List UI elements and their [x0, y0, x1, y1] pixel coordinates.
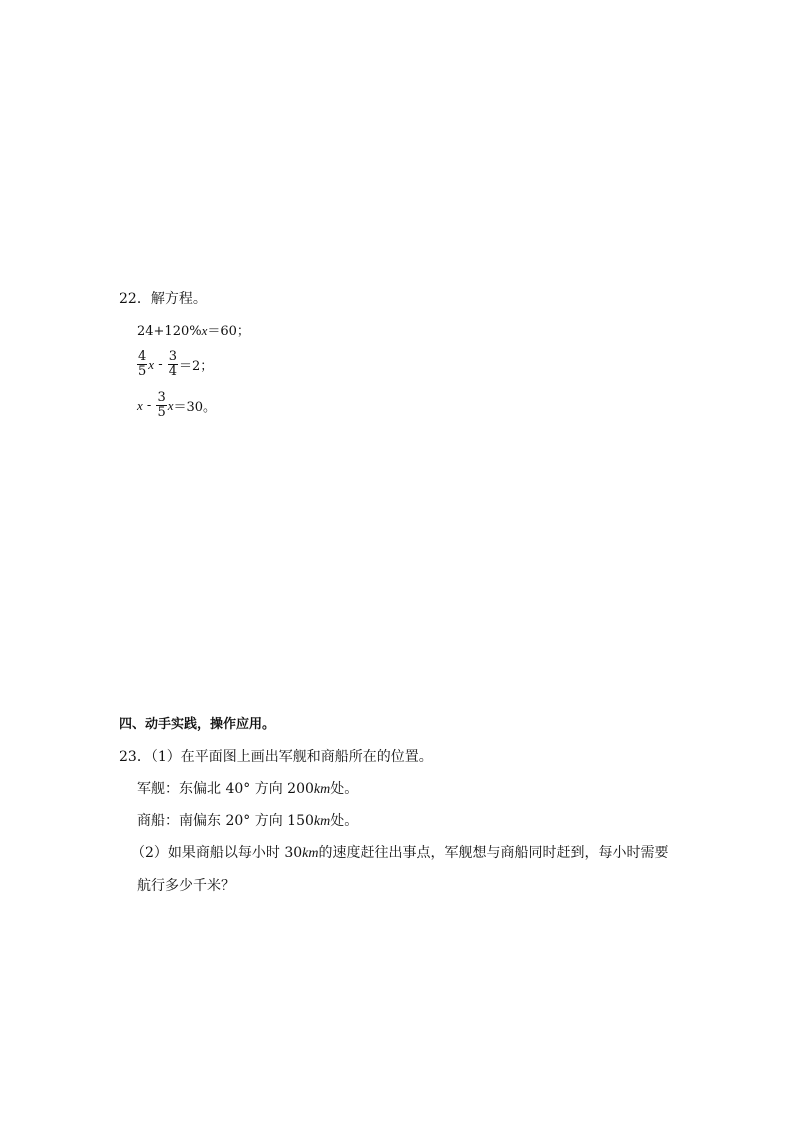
question-number: 23． — [119, 749, 151, 765]
question-23-part2-line2: 航行多少千米？ — [137, 878, 235, 894]
equation-text: 24+120% — [137, 324, 202, 339]
fraction — [156, 391, 166, 420]
fraction-numerator: 3 — [168, 349, 178, 364]
minus-sign: - — [154, 357, 167, 372]
merchant-text: 商船：南偏东 20° 方向 150 — [137, 813, 314, 829]
fraction-numerator: 3 — [157, 390, 166, 405]
warship-text-end: 处。 — [330, 781, 359, 797]
fraction — [168, 350, 178, 379]
variable-x: x — [148, 356, 155, 372]
equation-text: ＝60； — [207, 324, 250, 339]
variable-x: x — [201, 323, 208, 338]
variable-x: x — [137, 397, 143, 413]
unit-km: km — [302, 846, 319, 861]
equation-3 — [137, 391, 216, 420]
warship-line — [137, 779, 358, 800]
unit-km: km — [313, 814, 331, 829]
question-text: （1）在平面图上画出军舰和商船所在的位置。 — [150, 749, 433, 765]
equation-1 — [137, 322, 250, 341]
equation-text: ＝30。 — [173, 400, 217, 415]
equation-text: ＝2； — [179, 359, 214, 374]
fraction-denominator: 5 — [138, 364, 147, 379]
unit-km: km — [313, 782, 331, 797]
merchant-line — [137, 811, 358, 832]
section-heading: 四、动手实践，操作应用。 — [119, 717, 276, 732]
question-22-header — [119, 289, 207, 309]
equation-2 — [136, 350, 213, 379]
variable-x: x — [167, 397, 174, 413]
question-title: 解方程。 — [150, 291, 207, 307]
question-number: 22． — [119, 291, 151, 307]
fraction-denominator: 5 — [157, 405, 166, 420]
question-23-part1 — [119, 747, 433, 767]
question-23-part2 — [131, 843, 669, 864]
warship-text: 军舰：东偏北 40° 方向 200 — [137, 781, 314, 797]
fraction-numerator: 4 — [138, 349, 147, 364]
fraction — [137, 350, 147, 379]
minus-sign: - — [142, 398, 156, 413]
merchant-text-end: 处。 — [330, 813, 359, 829]
question-text: 的速度赶往出事点，军舰想与商船同时赶到，每小时需要 — [318, 845, 669, 861]
question-text: （2）如果商船以每小时 30 — [131, 845, 303, 861]
fraction-denominator: 4 — [168, 364, 178, 379]
